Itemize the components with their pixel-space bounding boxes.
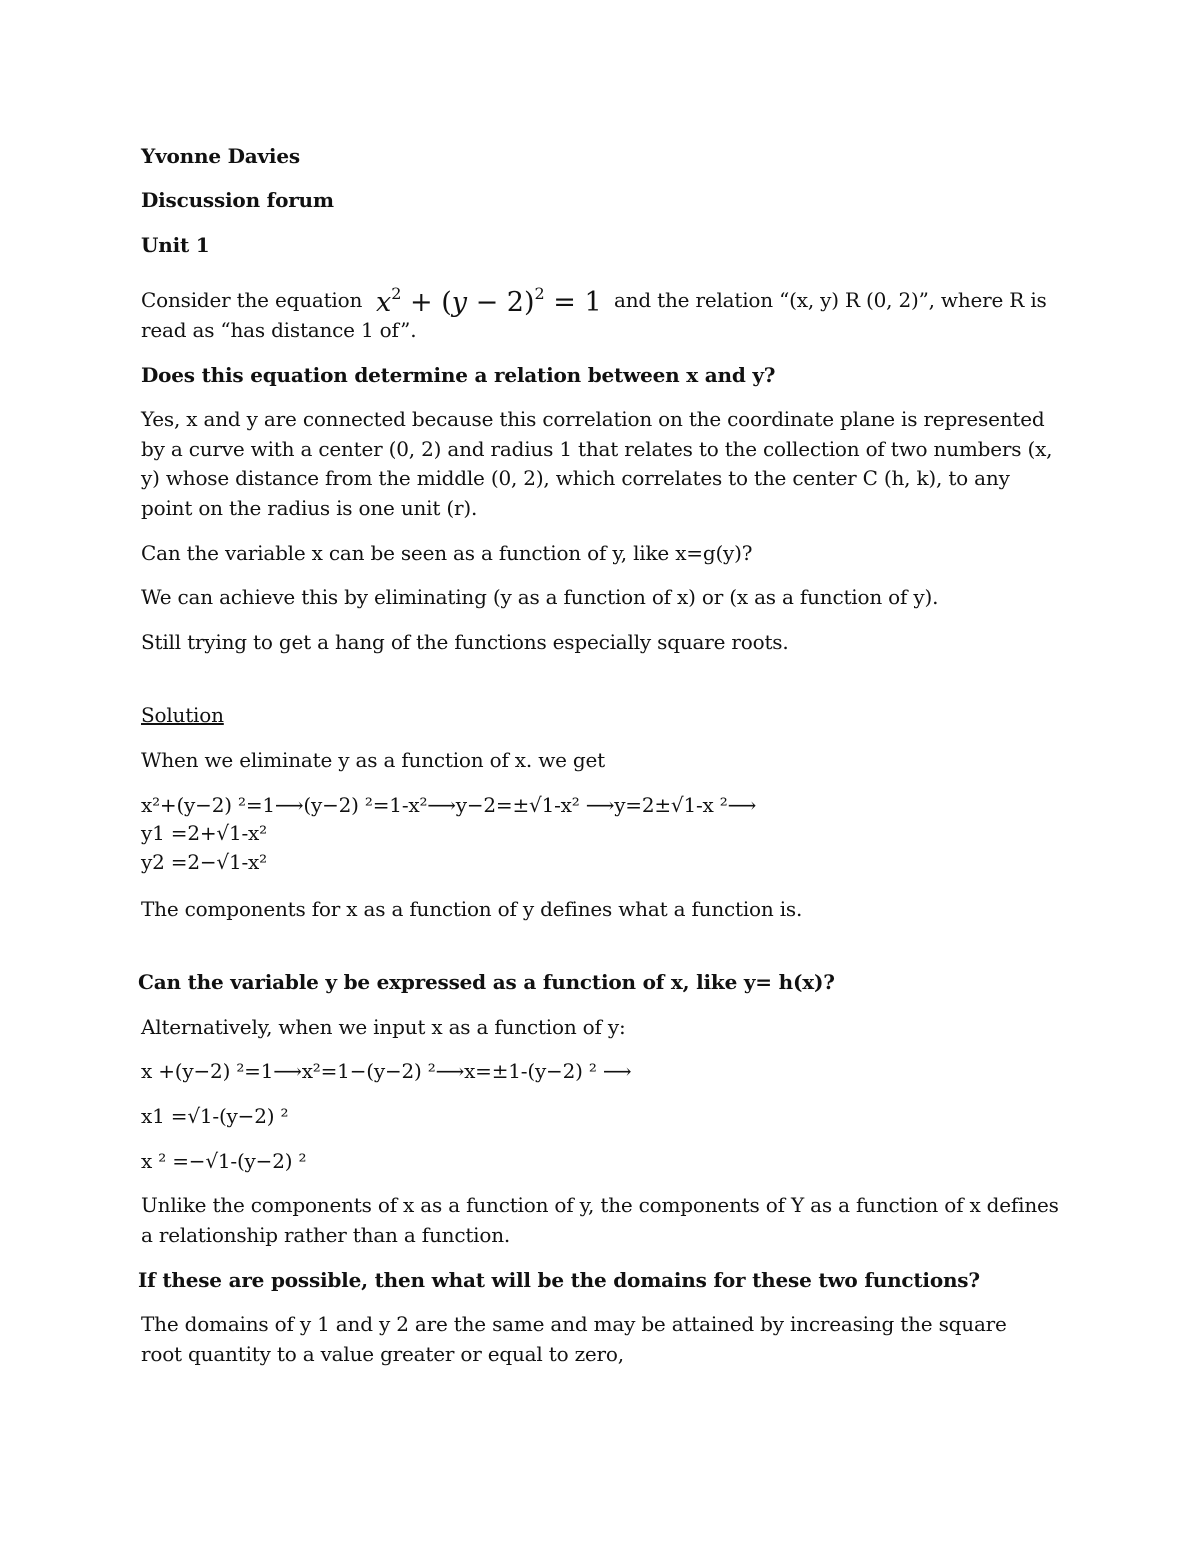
question-3-intro: Alternatively, when we input x as a function of y: <box>141 1015 626 1039</box>
question-3-step-1: x +(y−2) ²=1⟶x²=1−(y−2) ²⟶x=±1-(y−2) ² ⟶ <box>141 1059 632 1083</box>
question-2-answer-2: Still trying to get a hang of the functions especially square roots. <box>141 630 789 654</box>
question-4-answer: The domains of y 1 and y 2 are the same and may be attained by increasing the square root quantity to a value greater or equal to zero, <box>141 1312 1007 1366</box>
eq-minus: − 2) <box>467 287 535 318</box>
course-title: Discussion forum <box>141 188 334 212</box>
intro-relation: and the relation “(x, y) R (0, 2)”, where R is <box>614 288 1047 312</box>
question-2-answer-1: We can achieve this by eliminating (y as a function of x) or (x as a function of y). <box>141 585 939 609</box>
eq-y: y <box>451 287 468 318</box>
eq-plus: + ( <box>401 287 452 318</box>
intro-lead: Consider the equation <box>141 288 363 312</box>
solution-intro: When we eliminate y as a function of x. we get <box>141 748 605 772</box>
question-2-prompt: Can the variable x can be seen as a function of y, like x=g(y)? <box>141 541 753 565</box>
solution-conclusion: The components for x as a function of y defines what a function is. <box>141 897 803 921</box>
author-name: Yvonne Davies <box>141 144 300 168</box>
unit-title: Unit 1 <box>141 233 210 257</box>
question-3-heading: Can the variable y be expressed as a function of x, like y= h(x)? <box>138 970 835 994</box>
eq-y-exponent: 2 <box>534 284 545 303</box>
eq-equals: = 1 <box>544 287 602 318</box>
solution-step-1: x²+(y−2) ²=1⟶(y−2) ²=1-x²⟶y−2=±√1-x² ⟶y=2±√1-x ²⟶ <box>141 793 757 817</box>
question-3-step-2: x1 =√1-(y−2) ² <box>141 1104 289 1128</box>
solution-step-3: y2 =2−√1-x² <box>141 850 267 874</box>
question-1-answer: Yes, x and y are connected because this correlation on the coordinate plane is represented by a curve with a center (0, 2) and radius 1 that relates to the collection of two numbers (x, y) whose distance from the middle (0, 2), which correlates to the center C (h, k), to any point on the radius is one unit (r). <box>141 407 1053 520</box>
intro-relation-cont: read as “has distance 1 of”. <box>141 318 417 342</box>
question-4-heading: If these are possible, then what will be the domains for these two functions? <box>138 1268 980 1292</box>
question-1-heading: Does this equation determine a relation between x and y? <box>141 363 776 387</box>
eq-x-exponent: 2 <box>391 284 402 303</box>
solution-step-2: y1 =2+√1-x² <box>141 821 267 845</box>
solution-title: Solution <box>141 703 224 727</box>
question-3-conclusion: Unlike the components of x as a function of y, the components of Y as a function of x defines a relationship rather than a function. <box>141 1193 1059 1247</box>
eq-x: x <box>376 287 392 318</box>
question-3-step-3: x ² =−√1-(y−2) ² <box>141 1149 307 1173</box>
